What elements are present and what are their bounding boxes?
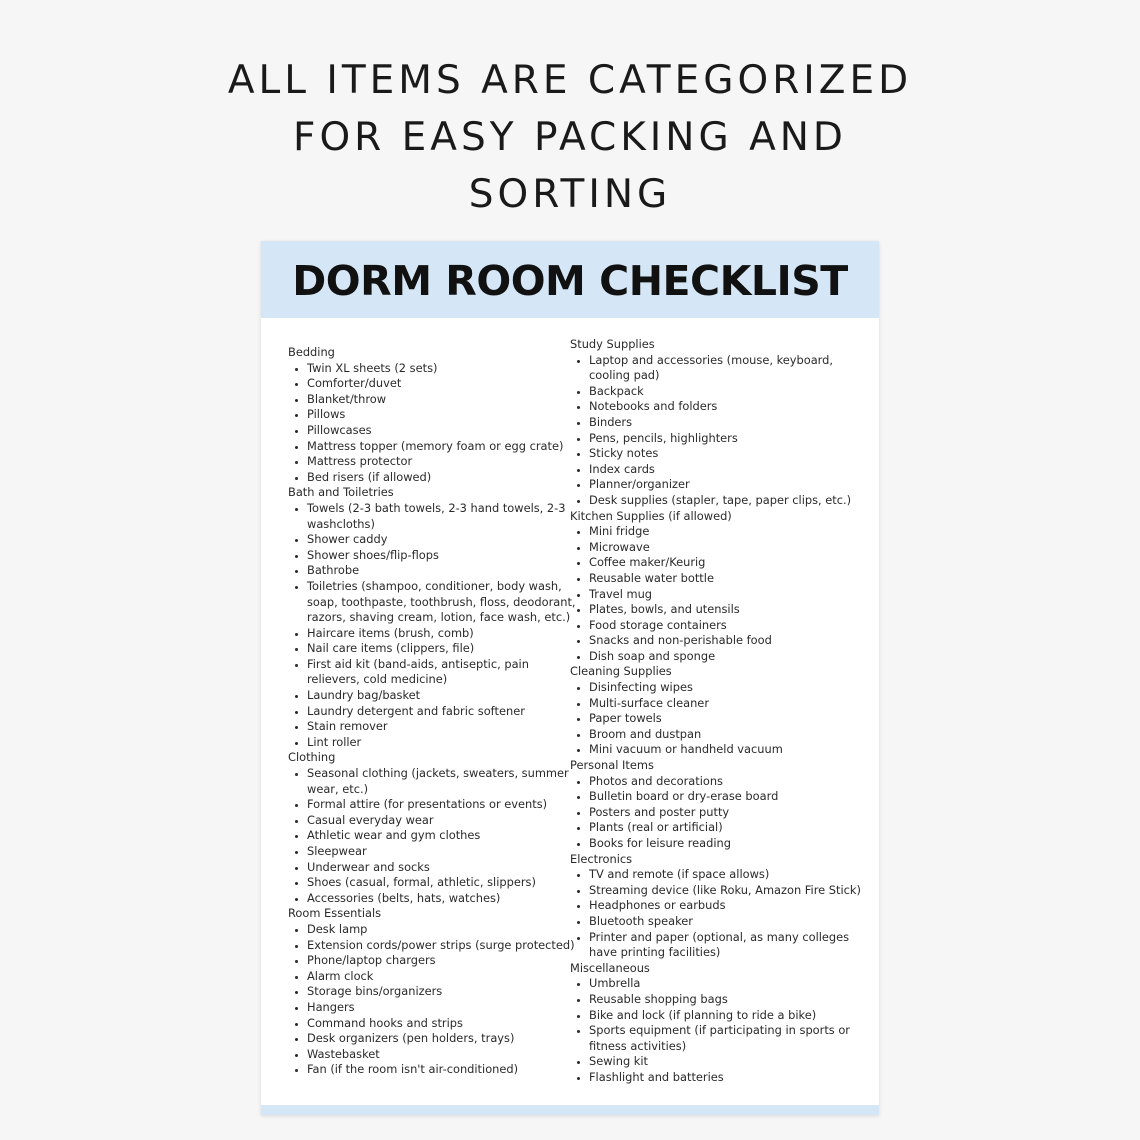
checklist-item: • Streaming device (like Roku, Amazon Fire Stick) xyxy=(589,883,870,899)
checklist-sheet xyxy=(261,241,879,1115)
checklist-item: • Shower caddy xyxy=(307,532,578,548)
headline xyxy=(0,52,1140,223)
checklist-item: • Alarm clock xyxy=(307,969,578,985)
headline-line-3: SORTING xyxy=(468,172,672,217)
checklist-item: • Food storage containers xyxy=(589,618,870,634)
checklist-item: • Sticky notes xyxy=(589,446,870,462)
item-list xyxy=(570,524,870,664)
checklist-item: • Extension cords/power strips (surge protected) xyxy=(307,938,578,954)
checklist-item: • Backpack xyxy=(589,384,870,400)
category-electronics xyxy=(570,852,870,961)
checklist-item: • Storage bins/organizers xyxy=(307,984,578,1000)
checklist-item: • Posters and poster putty xyxy=(589,805,870,821)
category-cleaning-supplies xyxy=(570,664,870,758)
item-list xyxy=(570,867,870,961)
sheet-title: DORM ROOM CHECKLIST xyxy=(292,257,848,305)
checklist-item: • Plates, bowls, and utensils xyxy=(589,602,870,618)
checklist-item: • Comforter/duvet xyxy=(307,376,578,392)
right-column xyxy=(570,337,870,1086)
checklist-item: • Toiletries (shampoo, conditioner, body wash, soap, toothpaste, toothbrush, floss, deodorant, razors, shaving cream, lotion, face wash, etc.) xyxy=(307,579,578,626)
checklist-item: • Notebooks and folders xyxy=(589,399,870,415)
category-clothing xyxy=(288,750,578,906)
checklist-item: • Bike and lock (if planning to ride a bike) xyxy=(589,1008,870,1024)
checklist-item: • Underwear and socks xyxy=(307,860,578,876)
checklist-item: • Phone/laptop chargers xyxy=(307,953,578,969)
checklist-item: • Desk organizers (pen holders, trays) xyxy=(307,1031,578,1047)
checklist-item: • Bulletin board or dry-erase board xyxy=(589,789,870,805)
item-list xyxy=(570,976,870,1085)
checklist-item: • Wastebasket xyxy=(307,1047,578,1063)
checklist-item: • Travel mug xyxy=(589,587,870,603)
checklist-item: • Command hooks and strips xyxy=(307,1016,578,1032)
checklist-item: • Pens, pencils, highlighters xyxy=(589,431,870,447)
item-list xyxy=(570,680,870,758)
checklist-item: • Sports equipment (if participating in sports or fitness activities) xyxy=(589,1023,870,1054)
checklist-item: • Reusable water bottle xyxy=(589,571,870,587)
checklist-item: • Microwave xyxy=(589,540,870,556)
checklist-item: • Paper towels xyxy=(589,711,870,727)
checklist-item: • Snacks and non-perishable food xyxy=(589,633,870,649)
checklist-item: • Disinfecting wipes xyxy=(589,680,870,696)
checklist-item: • Index cards xyxy=(589,462,870,478)
checklist-item: • Dish soap and sponge xyxy=(589,649,870,665)
checklist-item: • Umbrella xyxy=(589,976,870,992)
checklist-item: • Towels (2-3 bath towels, 2-3 hand towels, 2-3 washcloths) xyxy=(307,501,578,532)
item-list xyxy=(288,361,578,486)
checklist-item: • Athletic wear and gym clothes xyxy=(307,828,578,844)
checklist-item: • Mattress protector xyxy=(307,454,578,470)
checklist-item: • Accessories (belts, hats, watches) xyxy=(307,891,578,907)
category-miscellaneous xyxy=(570,961,870,1086)
category-kitchen-supplies-if-allowed xyxy=(570,509,870,665)
category-title: Electronics xyxy=(570,851,633,866)
category-room-essentials xyxy=(288,906,578,1078)
checklist-item: • Laptop and accessories (mouse, keyboard, cooling pad) xyxy=(589,353,870,384)
category-title: Clothing xyxy=(288,750,336,765)
checklist-item: • Sewing kit xyxy=(589,1054,870,1070)
category-personal-items xyxy=(570,758,870,852)
checklist-item: • Shower shoes/flip-flops xyxy=(307,548,578,564)
sheet-footer-band xyxy=(261,1105,879,1115)
checklist-item: • Planner/organizer xyxy=(589,477,870,493)
checklist-item: • Nail care items (clippers, file) xyxy=(307,641,578,657)
category-title: Bedding xyxy=(288,345,335,359)
checklist-item: • Plants (real or artificial) xyxy=(589,820,870,836)
checklist-item: • Stain remover xyxy=(307,719,578,735)
headline-line-2: FOR EASY PACKING AND xyxy=(293,115,847,160)
checklist-item: • Desk supplies (stapler, tape, paper clips, etc.) xyxy=(589,493,870,509)
checklist-item: • Shoes (casual, formal, athletic, slippers) xyxy=(307,875,578,891)
category-title: Personal Items xyxy=(570,758,654,773)
checklist-item: • Fan (if the room isn't air-conditioned) xyxy=(307,1062,578,1078)
category-title: Bath and Toiletries xyxy=(288,485,394,500)
category-study-supplies xyxy=(570,337,870,509)
category-title: Room Essentials xyxy=(288,906,382,921)
checklist-item: • Formal attire (for presentations or events) xyxy=(307,797,578,813)
checklist-item: • Casual everyday wear xyxy=(307,813,578,829)
checklist-item: • Coffee maker/Keurig xyxy=(589,555,870,571)
checklist-item: • Bluetooth speaker xyxy=(589,914,870,930)
checklist-item: • Multi-surface cleaner xyxy=(589,696,870,712)
checklist-item: • Broom and dustpan xyxy=(589,727,870,743)
item-list xyxy=(288,766,578,906)
checklist-item: • Printer and paper (optional, as many colleges have printing facilities) xyxy=(589,930,870,961)
checklist-item: • Headphones or earbuds xyxy=(589,898,870,914)
checklist-item: • Sleepwear xyxy=(307,844,578,860)
left-column xyxy=(288,345,578,1078)
category-title: Miscellaneous xyxy=(570,960,650,975)
checklist-item: • Twin XL sheets (2 sets) xyxy=(307,361,578,377)
checklist-item: • Bathrobe xyxy=(307,563,578,579)
category-bedding xyxy=(288,345,578,485)
item-list xyxy=(288,922,578,1078)
checklist-item: • Pillowcases xyxy=(307,423,578,439)
checklist-item: • Photos and decorations xyxy=(589,774,870,790)
checklist-item: • Flashlight and batteries xyxy=(589,1070,870,1086)
checklist-item: • Books for leisure reading xyxy=(589,836,870,852)
checklist-item: • Seasonal clothing (jackets, sweaters, summer wear, etc.) xyxy=(307,766,578,797)
checklist-item: • Haircare items (brush, comb) xyxy=(307,626,578,642)
item-list xyxy=(288,501,578,751)
checklist-item: • Mini fridge xyxy=(589,524,870,540)
item-list xyxy=(570,774,870,852)
checklist-item: • Mini vacuum or handheld vacuum xyxy=(589,742,870,758)
checklist-item: • First aid kit (band-aids, antiseptic, pain relievers, cold medicine) xyxy=(307,657,578,688)
checklist-item: • Binders xyxy=(589,415,870,431)
checklist-item: • Pillows xyxy=(307,407,578,423)
checklist-item: • Lint roller xyxy=(307,735,578,751)
checklist-item: • Bed risers (if allowed) xyxy=(307,470,578,486)
checklist-item: • Blanket/throw xyxy=(307,392,578,408)
checklist-item: • Laundry bag/basket xyxy=(307,688,578,704)
category-title: Cleaning Supplies xyxy=(570,664,672,679)
checklist-item: • Laundry detergent and fabric softener xyxy=(307,704,578,720)
category-title: Kitchen Supplies (if allowed) xyxy=(570,508,732,523)
category-bath-and-toiletries xyxy=(288,485,578,750)
checklist-item: • Hangers xyxy=(307,1000,578,1016)
checklist-item: • Reusable shopping bags xyxy=(589,992,870,1008)
headline-line-1: ALL ITEMS ARE CATEGORIZED xyxy=(227,58,913,103)
category-title: Study Supplies xyxy=(570,337,655,351)
checklist-item: • TV and remote (if space allows) xyxy=(589,867,870,883)
checklist-item: • Desk lamp xyxy=(307,922,578,938)
item-list xyxy=(570,353,870,509)
checklist-item: • Mattress topper (memory foam or egg crate) xyxy=(307,439,578,455)
